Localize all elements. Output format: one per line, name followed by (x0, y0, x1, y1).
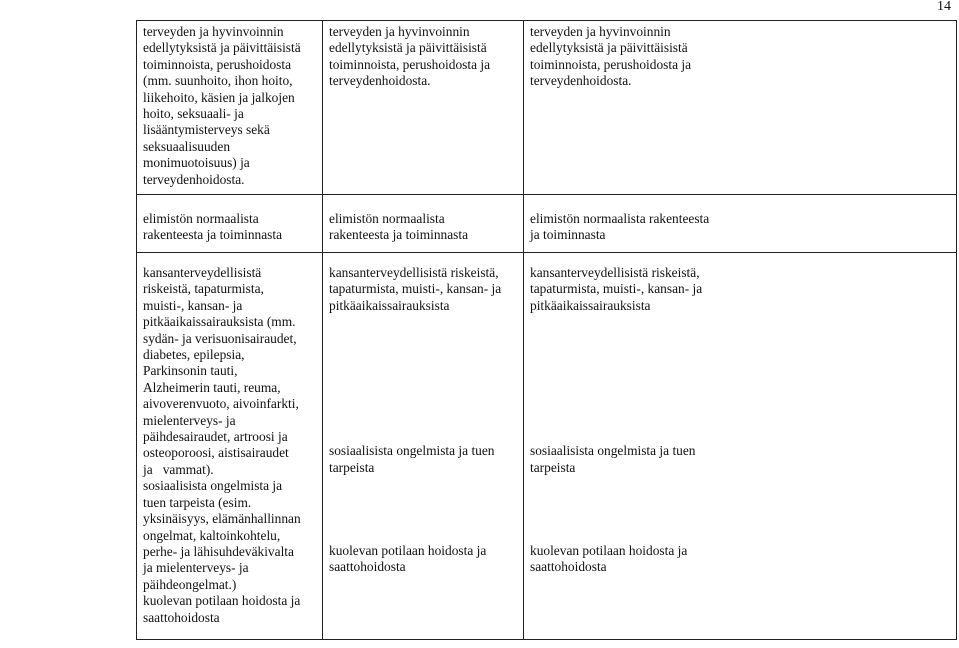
table-cell (524, 253, 957, 640)
table-cell (524, 195, 957, 253)
table-row (137, 21, 957, 195)
cell-text: kansanterveydellisistä riskeistä, tapaturmista, muisti-, kansan- ja pitkäaikaissairauksista (530, 265, 703, 313)
cell-text: terveyden ja hyvinvoinnin edellytyksistä ja päivittäisistä toiminnoista, perushoidosta ja terveydenhoidosta. (329, 24, 491, 89)
cell-text: terveyden ja hyvinvoinnin edellytyksistä ja päivittäisistä toiminnoista, perushoidosta ja terveydenhoidosta. (530, 24, 692, 89)
table-cell (137, 195, 323, 253)
cell-text: kuolevan potilaan hoidosta ja saattohoidosta (329, 543, 487, 575)
cell-text: sosiaalisista ongelmista ja tuen tarpeista (329, 443, 495, 475)
table-cell (524, 21, 957, 195)
table-row (137, 195, 957, 253)
table-cell (137, 21, 323, 195)
cell-text: sosiaalisista ongelmista ja tuen tarpeista (530, 443, 696, 475)
cell-text: elimistön normaalista rakenteesta ja toiminnasta (530, 211, 710, 243)
table-cell (323, 21, 524, 195)
table-row (137, 253, 957, 640)
cell-text: kansanterveydellisistä riskeistä, tapaturmista, muisti-, kansan- ja pitkäaikaissairauksista (329, 265, 502, 313)
table-cell (137, 253, 323, 640)
table-cell (323, 195, 524, 253)
cell-text: kansanterveydellisistä riskeistä, tapaturmista, muisti-, kansan- ja pitkäaikaissairauksista (mm. sydän- ja verisuonisairaudet, diabetes, epilepsia, Parkinsonin tauti, Alzheimerin tauti, reuma, aivoverenvuoto, aivoinfarkti, mielenterveys- ja päihdesairaudet, artroosi ja osteoporoosi, aistisairaudet ja vammat). (143, 265, 299, 477)
cell-text: kuolevan potilaan hoidosta ja saattohoidosta (143, 593, 301, 625)
cell-text: elimistön normaalista rakenteesta ja toiminnasta (329, 211, 469, 243)
content-table (136, 20, 957, 640)
cell-text: kuolevan potilaan hoidosta ja saattohoidosta (530, 543, 688, 575)
table-cell (323, 253, 524, 640)
cell-text: terveyden ja hyvinvoinnin edellytyksistä ja päivittäisistä toiminnoista, perushoidosta (mm. suunhoito, ihon hoito, liikehoito, käsien ja jalkojen hoito, seksuaali- ja lisääntymisterveys sekä seksuaalisuuden monimuotoisuus) ja terveydenhoidosta. (143, 24, 301, 187)
cell-text: elimistön normaalista rakenteesta ja toiminnasta (143, 211, 283, 243)
cell-text: sosiaalisista ongelmista ja tuen tarpeista (esim. yksinäisyys, elämänhallinnan ongelmat, kaltoinkohtelu, perhe- ja lähisuhdeväkivalta ja mielenterveys- ja päihdeongelmat.) (143, 478, 301, 592)
page-number: 14 (937, 0, 951, 14)
